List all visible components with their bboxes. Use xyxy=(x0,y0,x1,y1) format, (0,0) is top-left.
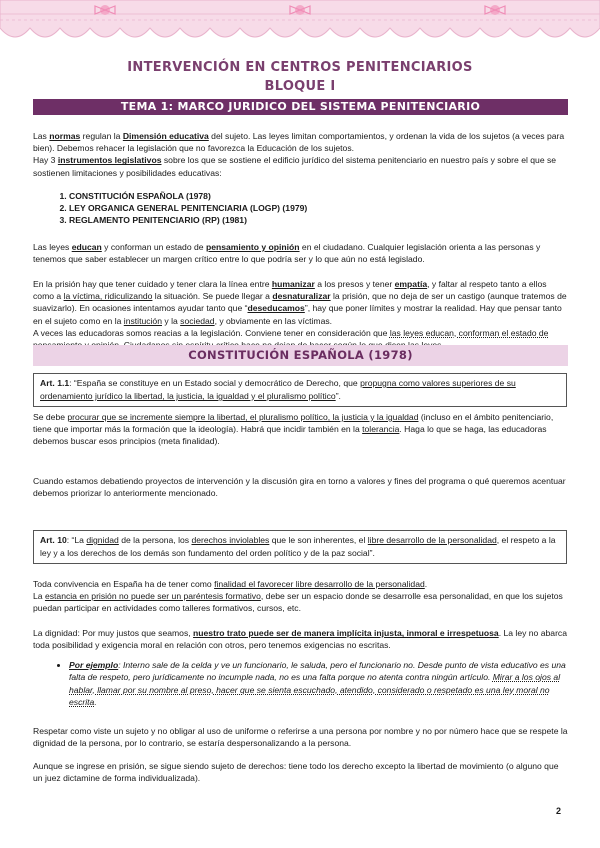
section-heading-tema1: TEMA 1: MARCO JURIDICO DEL SISTEMA PENITENCIARIO xyxy=(33,99,568,115)
paragraph-proyectos: Cuando estamos debatiendo proyectos de intervención y la discusión gira en torno a valores y fines del programa o qué queremos acentuar debemos priorizar lo anteriormente mencionado. xyxy=(33,476,566,499)
laws-list xyxy=(55,190,307,227)
list-item: • Por ejemplo: Interno sale de la celda y ve un funcionario, le saluda, pero el funcionario no. Desde punto de vista educativo es una falta de respeto, pero jurídicamente no incumple nada, no es una falta porque no atenta contra ningún artículo. Mirar a los ojos al hablar, llamar por su nombre al preso, hacer que se sienta escuchado, atendido, considerado o respetado es una ley moral no escrita. xyxy=(69,659,569,709)
section-heading-constitucion: CONSTITUCIÓN ESPAÑOLA (1978) xyxy=(33,345,568,366)
paragraph-prision: En la prisión hay que tener cuidado y tener clara la línea entre humanizar a los presos y tener empatía, y faltar al respeto tanto a ellos como a la víctima, ridiculizando la situación. Se puede llegar a desnaturalizar la prisión, que no deja de ser un castigo (aunque tratemos de suavizarlo). En ocasiones intentamos ayudar tanto que “deseducamos”, hay que poner límites y mostrar la realidad. Hay que pensar tanto en el sujeto como en la institución y la sociedad, y obviamente en las víctimas. xyxy=(33,279,567,326)
article-1-quote: Art. 1.1: “España se constituye en un Estado social y democrático de Derecho, que propugna como valores superiores de su ordenamiento jurídico la libertad, la justicia, la igualdad y el pluralismo político”. xyxy=(33,373,567,407)
paragraph-derechos: Aunque se ingrese en prisión, se sigue siendo sujeto de derechos: tiene todo los derecho excepto la libertad de movimiento (o alguno que un juez dictamine de forma individualizada). xyxy=(33,761,559,784)
document-title: INTERVENCIÓN EN CENTROS PENITENCIARIOS xyxy=(127,60,473,75)
paragraph-dignidad: La dignidad: Por muy justos que seamos, nuestro trato puede ser de manera implícita injusta, inmoral e irrespetuosa. La ley no abarca toda posibilidad y exigencia moral en relación con otros, pero tenemos exigencias no escritas. xyxy=(33,628,568,651)
paragraph-educadoras: A veces las educadoras somos reacias a la legislación. Conviene tener en consideración que las leyes educan, conforman el estado de xyxy=(33,328,549,338)
page-number: 2 xyxy=(556,806,562,816)
paragraph-normas: Las normas regulan la Dimensión educativa del sujeto. Las leyes limitan comportamientos, y ordenan la vida de los sujetos (a veces para bien). Debemos rehacer la legislación que no favorezca la Educación de los sujetos. Hay 3 instrumentos legislativos sobre los que se sostiene el edificio jurídico del sistema penitenciario en nuestro país y sobre el que se sostienen limitaciones y posibilidades educativas: xyxy=(33,131,565,178)
document-subtitle: BLOQUE I xyxy=(264,79,336,94)
article-10-quote: Art. 10: “La dignidad de la persona, los derechos inviolables que le son inherentes, el libre desarrollo de la personalidad, el respeto a la ley y a los derechos de los demás son fundamento del orden político y de la paz social”. xyxy=(33,530,567,564)
paragraph-respetar: Respetar como viste un sujeto y no obligar al uso de uniforme o referirse a una persona por nombre y no por número hace que se respete la dignidad de la persona, por lo contrario, se estaría despersonalizando a la persona. xyxy=(33,726,568,749)
list-item: 2. LEY ORGANICA GENERAL PENITENCIARIA (LOGP) (1979) xyxy=(69,202,307,214)
example-list xyxy=(55,659,569,709)
paragraph-procurar: Se debe procurar que se incremente siempre la libertad, el pluralismo político, la justicia y la igualdad (incluso en el ámbito penitenciario, tiene que importar más la formación que la ideología). Habrá que incidir también en la tolerancia. Haga lo que se haga, las educadoras debemos buscar esos principios (meta finalidad). xyxy=(33,412,554,447)
lace-border-decoration xyxy=(0,0,600,50)
list-item: 1. CONSTITUCIÓN ESPAÑOLA (1978) xyxy=(69,190,307,202)
list-item: 3. REGLAMENTO PENITENCIARIO (RP) (1981) xyxy=(69,214,307,226)
paragraph-convivencia: Toda convivencia en España ha de tener como finalidad el favorecer libre desarrollo de la personalidad. La estancia en prisión no puede ser un paréntesis formativo, debe ser un espacio donde se desarrolle esa personalidad, en que los sujetos puedan participar en actividades como talleres formativos, cursos, etc. xyxy=(33,579,563,614)
paragraph-leyes-educan: Las leyes educan y conforman un estado de pensamiento y opinión en el ciudadano. Cualquier legislación orienta a las personas y tenemos que saber establecer un margen crítico entre lo que podría ser y lo que aún no está legislado. xyxy=(33,242,541,265)
